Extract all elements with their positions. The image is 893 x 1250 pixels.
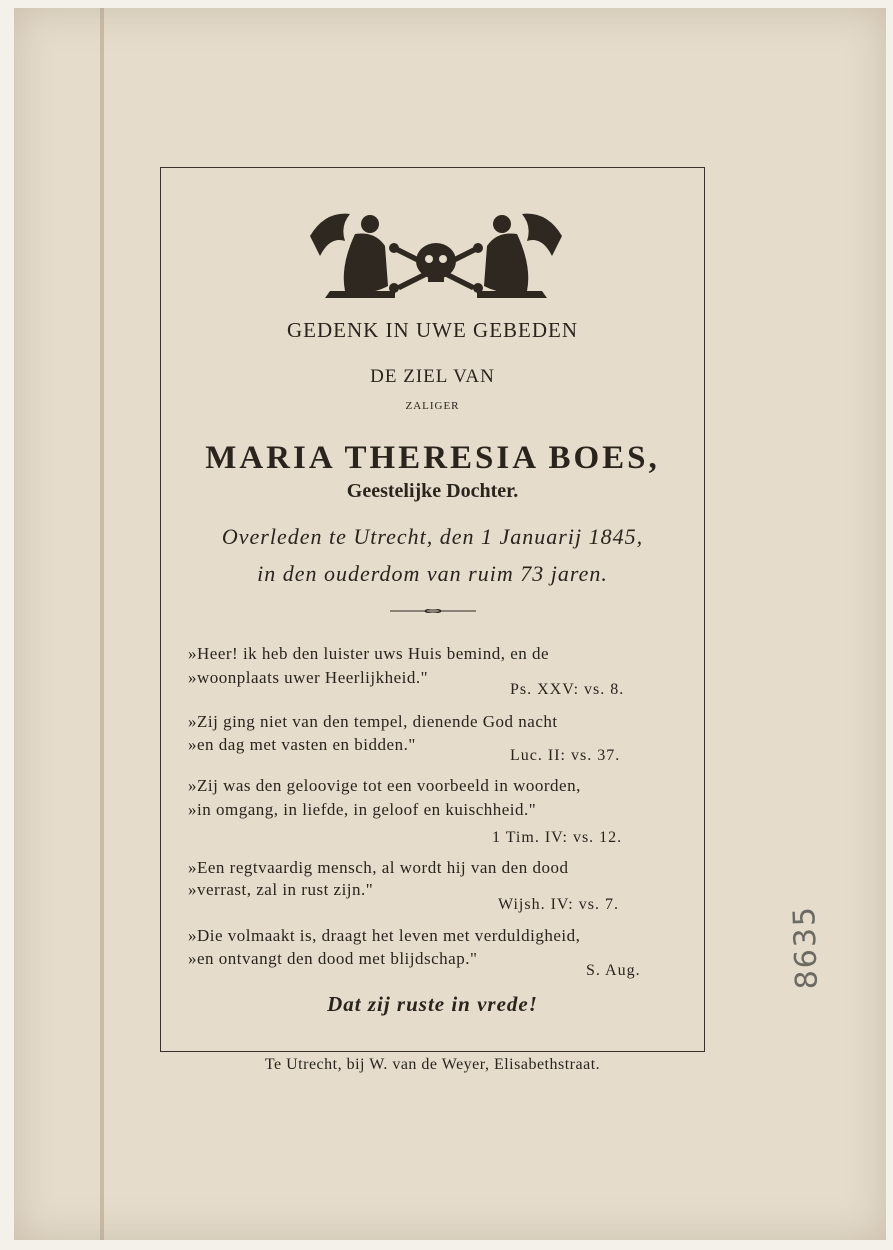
ornament xyxy=(300,206,572,301)
divider-rule xyxy=(390,609,476,613)
quote-3-line-1: »Zij was den geloovige tot een voorbeeld in woorden, xyxy=(188,776,581,795)
quote-4-line-1: »Een regtvaardig mensch, al wordt hij van den dood xyxy=(188,858,569,877)
quote-5-line-1: »Die volmaakt is, draagt het leven met verduldigheid, xyxy=(188,926,581,945)
quote-3-ref: 1 Tim. IV: vs. 12. xyxy=(492,829,623,846)
age-line: in den ouderdom van ruim 73 jaren. xyxy=(257,561,608,586)
quote-1-ref: Ps. XXV: vs. 8. xyxy=(510,681,625,698)
heading-late: ZALIGER xyxy=(405,400,460,412)
quote-1-line-1: »Heer! ik heb den luister uws Huis bemind, en de xyxy=(188,644,550,663)
heading-remember: GEDENK IN UWE GEBEDEN xyxy=(286,318,579,342)
death-date-line: Overleden te Utrecht, den 1 Januarij 1845, xyxy=(221,524,644,549)
quote-4-line-2: »verrast, zal in rust zijn." xyxy=(188,880,374,899)
handwritten-number: 8635 xyxy=(787,904,825,990)
deceased-name: MARIA THERESIA BOES, xyxy=(205,440,660,476)
quote-2-ref: Luc. II: vs. 37. xyxy=(510,747,621,764)
paper-fold xyxy=(100,8,104,1240)
angel-left-icon xyxy=(310,214,395,298)
quote-5-ref: S. Aug. xyxy=(586,962,641,979)
quote-2-line-1: »Zij ging niet van den tempel, dienende God nacht xyxy=(188,712,558,731)
quote-1-line-2: »woonplaats uwer Heerlijkheid." xyxy=(188,668,429,687)
quote-4-ref: Wijsh. IV: vs. 7. xyxy=(498,896,619,913)
heading-soul-of: DE ZIEL VAN xyxy=(370,366,495,387)
skull-crossbones-icon xyxy=(389,243,483,293)
deceased-title: Geestelijke Dochter. xyxy=(346,480,519,502)
quote-3-line-2: »in omgang, in liefde, in geloof en kuischheid." xyxy=(188,800,537,819)
angel-right-icon xyxy=(477,214,562,298)
closing-prayer: Dat zij ruste in vrede! xyxy=(327,992,538,1016)
printer-imprint: Te Utrecht, bij W. van de Weyer, Elisabethstraat. xyxy=(264,1056,601,1073)
quote-2-line-2: »en dag met vasten en bidden." xyxy=(188,735,416,754)
quote-5-line-2: »en ontvangt den dood met blijdschap." xyxy=(188,949,478,968)
